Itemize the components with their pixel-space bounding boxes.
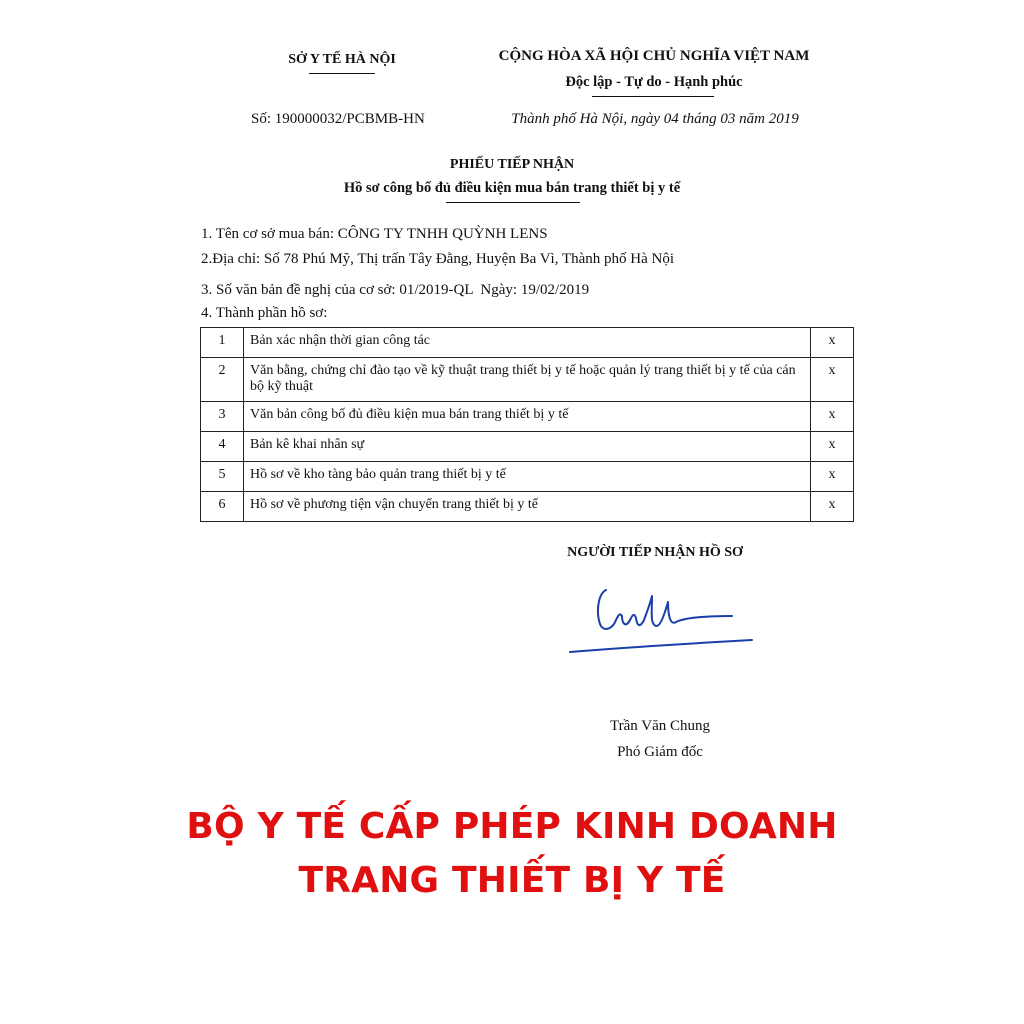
facility-name-line: 1. Tên cơ sở mua bán: CÔNG TY TNHH QUỲNH LENS bbox=[201, 226, 548, 242]
row-check-mark: x bbox=[811, 358, 854, 402]
row-description: Văn bằng, chứng chỉ đào tạo về kỹ thuật trang thiết bị y tế hoặc quản lý trang thiết bị y tế của cán bộ kỹ thuật bbox=[244, 358, 811, 402]
row-number: 5 bbox=[201, 462, 244, 492]
document-subtitle: Hồ sơ công bố đủ điều kiện mua bán trang thiết bị y tế bbox=[343, 180, 681, 196]
agency-name: SỞ Y TẾ HÀ NỘI bbox=[288, 52, 396, 67]
row-number: 1 bbox=[201, 328, 244, 358]
document-number: Số: 190000032/PCBMB-HN bbox=[251, 111, 425, 127]
document-title: PHIẾU TIẾP NHẬN bbox=[449, 157, 575, 172]
row-number: 3 bbox=[201, 402, 244, 432]
table-row bbox=[201, 358, 854, 402]
request-document-line: 3. Số văn bản đề nghị của cơ sở: 01/2019-QL Ngày: 19/02/2019 bbox=[201, 282, 590, 298]
banner-line-1: BỘ Y TẾ CẤP PHÉP KINH DOANH bbox=[186, 806, 838, 847]
row-number: 2 bbox=[201, 358, 244, 402]
receiver-label: NGƯỜI TIẾP NHẬN HỒ SƠ bbox=[567, 545, 743, 560]
agency-underline bbox=[309, 73, 375, 74]
table-row bbox=[201, 402, 854, 432]
row-check-mark: x bbox=[811, 402, 854, 432]
table-row bbox=[201, 432, 854, 462]
signer-name: Trần Văn Chung bbox=[609, 718, 710, 734]
address-line: 2.Địa chỉ: Số 78 Phú Mỹ, Thị trấn Tây Đằng, Huyện Ba Vì, Thành phố Hà Nội bbox=[201, 251, 675, 267]
national-motto: Độc lập - Tự do - Hạnh phúc bbox=[565, 74, 743, 90]
signer-title: Phó Giám đốc bbox=[617, 744, 703, 760]
handwritten-signature bbox=[560, 582, 760, 662]
row-description: Hồ sơ về kho tàng bảo quản trang thiết bị y tế bbox=[244, 462, 811, 492]
motto-underline bbox=[592, 96, 714, 97]
subtitle-underline bbox=[446, 202, 580, 203]
components-table bbox=[200, 327, 854, 522]
row-description: Hồ sơ về phương tiện vận chuyển trang thiết bị y tế bbox=[244, 492, 811, 522]
row-check-mark: x bbox=[811, 492, 854, 522]
row-check-mark: x bbox=[811, 432, 854, 462]
table-row bbox=[201, 492, 854, 522]
row-description: Bản xác nhận thời gian công tác bbox=[244, 328, 811, 358]
country-name: CỘNG HÒA XÃ HỘI CHỦ NGHĨA VIỆT NAM bbox=[498, 48, 810, 64]
row-number: 6 bbox=[201, 492, 244, 522]
components-heading: 4. Thành phần hồ sơ: bbox=[201, 305, 328, 321]
row-description: Bản kê khai nhân sự bbox=[244, 432, 811, 462]
banner-line-2: TRANG THIẾT BỊ Y TẾ bbox=[298, 860, 726, 901]
table-row bbox=[201, 462, 854, 492]
row-check-mark: x bbox=[811, 328, 854, 358]
row-number: 4 bbox=[201, 432, 244, 462]
table-row bbox=[201, 328, 854, 358]
row-check-mark: x bbox=[811, 462, 854, 492]
date-line: Thành phố Hà Nội, ngày 04 tháng 03 năm 2019 bbox=[511, 111, 799, 127]
row-description: Văn bản công bố đủ điều kiện mua bán trang thiết bị y tế bbox=[244, 402, 811, 432]
